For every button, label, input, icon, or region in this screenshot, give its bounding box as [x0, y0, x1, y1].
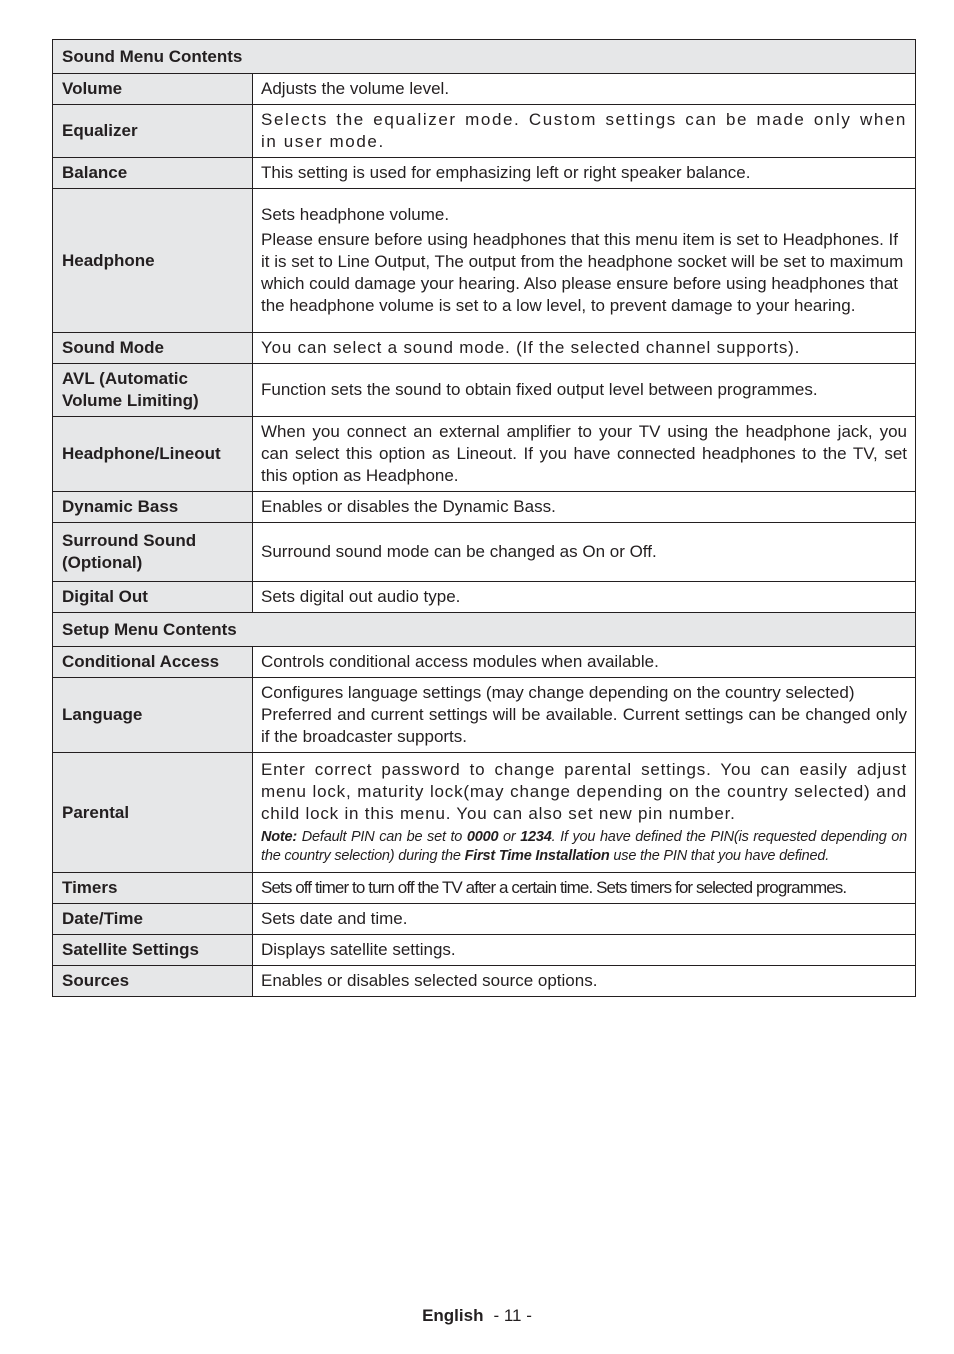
row-label: Surround Sound (Optional) — [53, 523, 253, 582]
row-description: Function sets the sound to obtain fixed output level between programmes. — [253, 364, 916, 417]
row-description: When you connect an external amplifier to your TV using the headphone jack, you can select this option as Lineout. If you have connected headphones to the TV, set this option as Headphone. — [253, 417, 916, 492]
row-description: Enables or disables the Dynamic Bass. — [253, 492, 916, 523]
row-label: Conditional Access — [53, 647, 253, 678]
row-description: This setting is used for emphasizing left or right speaker balance. — [253, 158, 916, 189]
row-description: Adjusts the volume level. — [253, 74, 916, 105]
row-description: Controls conditional access modules when available. — [253, 647, 916, 678]
setup-section-header — [53, 613, 916, 647]
row-label: Balance — [53, 158, 253, 189]
sound-section-header — [53, 40, 916, 74]
table-row — [53, 74, 916, 105]
menu-contents-table — [52, 39, 916, 997]
footer-language: English — [422, 1306, 484, 1325]
setup-section-title: Setup Menu Contents — [53, 613, 916, 647]
row-label: Equalizer — [53, 105, 253, 158]
sound-section-title: Sound Menu Contents — [53, 40, 916, 74]
row-label: Satellite Settings — [53, 935, 253, 966]
row-description: Sets off timer to turn off the TV after a certain time. Sets timers for selected programmes. — [253, 873, 916, 904]
table-row — [53, 333, 916, 364]
parental-description: Enter correct password to change parental settings. You can easily adjust menu lock, maturity lock(may change depending on the country selected) and child lock in this menu. You can also set new pin number. — [261, 760, 907, 823]
row-label: Headphone — [53, 189, 253, 333]
row-label: Digital Out — [53, 582, 253, 613]
table-row — [53, 523, 916, 582]
table-row — [53, 417, 916, 492]
table-row — [53, 189, 916, 333]
headphone-warning-text: Please ensure before using headphones that this menu item is set to Headphones. If it is set to Line Output, The output from the headphone socket will be set to maximum which could damage your hearing. Also please ensure before using headphones that the headphone volume is set to a low level, to prevent damage to your hearing. — [261, 230, 904, 315]
table-row — [53, 935, 916, 966]
note-text: use the PIN that you have defined. — [609, 848, 830, 864]
table-row — [53, 753, 916, 873]
row-label: Headphone/Lineout — [53, 417, 253, 492]
note-text: . If you have defined the PIN(is requested depending on the country selection) during the — [261, 829, 908, 864]
table-row — [53, 364, 916, 417]
language-preferred-text: Preferred and current settings will be available. Current settings can be changed only if the broadcaster supports. — [261, 705, 907, 746]
row-description: Sets date and time. — [253, 904, 916, 935]
table-row — [53, 158, 916, 189]
table-row — [53, 105, 916, 158]
table-row — [53, 492, 916, 523]
row-description — [253, 189, 916, 333]
table-row — [53, 582, 916, 613]
row-description: Enables or disables selected source options. — [253, 966, 916, 997]
page-footer — [0, 1306, 954, 1326]
table-row — [53, 647, 916, 678]
row-label: Dynamic Bass — [53, 492, 253, 523]
row-label: Language — [53, 678, 253, 753]
row-description: You can select a sound mode. (If the selected channel supports). — [253, 333, 916, 364]
pin-value: 0000 — [466, 829, 499, 845]
language-settings-text: Configures language settings (may change depending on the country selected) — [261, 683, 855, 702]
row-description: Displays satellite settings. — [253, 935, 916, 966]
table-row — [53, 966, 916, 997]
row-label: AVL (Automatic Volume Limiting) — [53, 364, 253, 417]
note-text: or — [498, 829, 521, 845]
row-label: Parental — [53, 753, 253, 873]
parental-note — [261, 828, 907, 866]
note-text: Default PIN can be set to — [297, 829, 467, 845]
row-description — [253, 753, 916, 873]
first-time-installation-term: First Time Installation — [464, 848, 610, 864]
row-label: Sources — [53, 966, 253, 997]
row-description: Sets digital out audio type. — [253, 582, 916, 613]
note-label: Note: — [261, 829, 298, 845]
row-description — [253, 678, 916, 753]
row-description: Surround sound mode can be changed as On or Off. — [253, 523, 916, 582]
table-row — [53, 873, 916, 904]
headphone-volume-text: Sets headphone volume. — [261, 205, 450, 224]
table-row — [53, 904, 916, 935]
row-description: Selects the equalizer mode. Custom settings can be made only when in user mode. — [253, 105, 916, 158]
row-label: Volume — [53, 74, 253, 105]
row-label: Timers — [53, 873, 253, 904]
table-row — [53, 678, 916, 753]
pin-value: 1234 — [520, 829, 552, 845]
page-number: - 11 - — [493, 1306, 532, 1325]
row-label: Date/Time — [53, 904, 253, 935]
row-label: Sound Mode — [53, 333, 253, 364]
